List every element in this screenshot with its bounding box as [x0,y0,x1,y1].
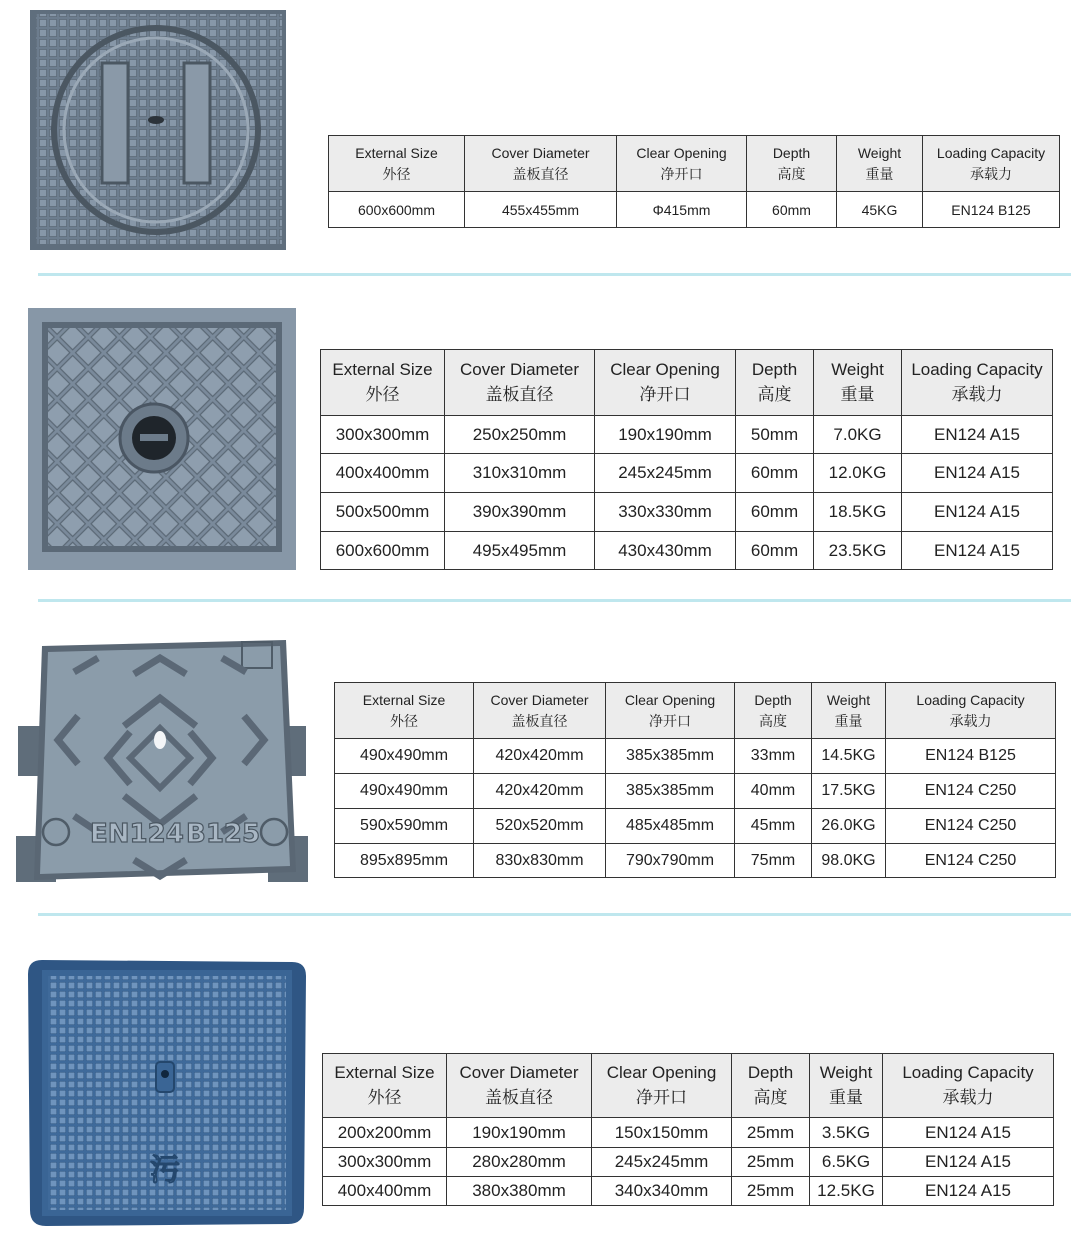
header-weight: Weight 重量 [812,683,886,739]
header-clear-opening: Clear Opening 净开口 [606,683,735,739]
cell-weight: 98.0KG [812,844,886,878]
table-header-row [329,136,1060,192]
cell-clear-opening: 430x430mm [595,532,736,570]
manhole-cover-photo-3 [14,636,310,888]
cell-external-size: 600x600mm [321,532,445,570]
cell-loading-capacity: EN124 A15 [902,493,1053,532]
cell-clear-opening: 385x385mm [606,774,735,809]
cell-depth: 60mm [747,192,837,228]
cell-external-size: 895x895mm [335,844,474,878]
table-row [329,192,1060,228]
cell-weight: 14.5KG [812,739,886,774]
cell-loading-capacity: EN124 A15 [883,1118,1054,1148]
cell-cover-diameter: 380x380mm [447,1177,592,1206]
cell-cover-diameter: 520x520mm [474,809,606,844]
cell-weight: 18.5KG [814,493,902,532]
cover-marking-en124: EN124 [90,819,184,849]
cell-external-size: 300x300mm [321,416,445,454]
table-row [323,1148,1054,1177]
header-cover-diameter: Cover Diameter 盖板直径 [474,683,606,739]
cell-cover-diameter: 390x390mm [445,493,595,532]
cell-clear-opening: 385x385mm [606,739,735,774]
cell-clear-opening: 790x790mm [606,844,735,878]
cell-depth: 25mm [732,1177,810,1206]
header-cover-diameter: Cover Diameter 盖板直径 [447,1054,592,1118]
section-divider [38,599,1071,602]
cell-weight: 17.5KG [812,774,886,809]
manhole-cover-photo-2 [26,306,298,572]
cell-external-size: 490x490mm [335,739,474,774]
cell-clear-opening: 190x190mm [595,416,736,454]
spec-table-1 [328,135,1060,228]
table-row [321,493,1053,532]
header-external-size: External Size 外径 [329,136,465,192]
header-external-size: External Size 外径 [323,1054,447,1118]
header-loading-capacity: Loading Capacity 承载力 [902,350,1053,416]
table-header-row [323,1054,1054,1118]
spec-table-2 [320,349,1053,570]
cell-loading-capacity: EN124 B125 [886,739,1056,774]
cell-weight: 3.5KG [810,1118,883,1148]
cell-cover-diameter: 190x190mm [447,1118,592,1148]
table-row [335,844,1056,878]
table-row [321,416,1053,454]
cell-clear-opening: Φ415mm [617,192,747,228]
cell-external-size: 200x200mm [323,1118,447,1148]
cell-clear-opening: 340x340mm [592,1177,732,1206]
cell-depth: 25mm [732,1148,810,1177]
header-depth: Depth 高度 [735,683,812,739]
cell-depth: 40mm [735,774,812,809]
cell-weight: 45KG [837,192,923,228]
manhole-cover-photo-1 [28,8,288,254]
cell-external-size: 500x500mm [321,493,445,532]
cell-clear-opening: 150x150mm [592,1118,732,1148]
header-weight: Weight 重量 [837,136,923,192]
cover-marking-b125: B125 [186,819,261,849]
header-external-size: External Size 外径 [321,350,445,416]
cell-weight: 6.5KG [810,1148,883,1177]
manhole-cover-photo-4 [22,954,312,1232]
cell-external-size: 600x600mm [329,192,465,228]
cell-clear-opening: 245x245mm [595,454,736,493]
table-header-row [321,350,1053,416]
cell-weight: 23.5KG [814,532,902,570]
table-row [323,1177,1054,1206]
cell-cover-diameter: 495x495mm [445,532,595,570]
table-row [321,532,1053,570]
header-depth: Depth 高度 [747,136,837,192]
cover-marking-sewage: 污 [150,1153,180,1188]
header-loading-capacity: Loading Capacity 承载力 [883,1054,1054,1118]
spec-table-4 [322,1053,1054,1206]
cell-cover-diameter: 455x455mm [465,192,617,228]
table-row [321,454,1053,493]
cell-cover-diameter: 310x310mm [445,454,595,493]
cell-depth: 33mm [735,739,812,774]
cell-external-size: 400x400mm [321,454,445,493]
section-divider [38,273,1071,276]
cell-external-size: 400x400mm [323,1177,447,1206]
spec-table-3 [334,682,1056,878]
cell-external-size: 490x490mm [335,774,474,809]
header-depth: Depth 高度 [732,1054,810,1118]
header-external-size: External Size 外径 [335,683,474,739]
cell-cover-diameter: 420x420mm [474,774,606,809]
cell-weight: 26.0KG [812,809,886,844]
header-depth: Depth 高度 [736,350,814,416]
cell-loading-capacity: EN124 A15 [883,1177,1054,1206]
cell-clear-opening: 330x330mm [595,493,736,532]
table-row [323,1118,1054,1148]
header-clear-opening: Clear Opening 净开口 [617,136,747,192]
cell-depth: 60mm [736,454,814,493]
table-header-row [335,683,1056,739]
header-loading-capacity: Loading Capacity 承载力 [886,683,1056,739]
cell-loading-capacity: EN124 A15 [902,532,1053,570]
cell-loading-capacity: EN124 B125 [923,192,1060,228]
cell-depth: 25mm [732,1118,810,1148]
cell-loading-capacity: EN124 C250 [886,774,1056,809]
cell-clear-opening: 245x245mm [592,1148,732,1177]
cell-depth: 50mm [736,416,814,454]
header-loading-capacity: Loading Capacity 承载力 [923,136,1060,192]
cell-external-size: 300x300mm [323,1148,447,1177]
cell-loading-capacity: EN124 A15 [902,454,1053,493]
cell-depth: 60mm [736,532,814,570]
cell-weight: 12.0KG [814,454,902,493]
cell-cover-diameter: 250x250mm [445,416,595,454]
cell-cover-diameter: 420x420mm [474,739,606,774]
table-row [335,739,1056,774]
table-row [335,809,1056,844]
header-weight: Weight 重量 [810,1054,883,1118]
cell-weight: 12.5KG [810,1177,883,1206]
cell-weight: 7.0KG [814,416,902,454]
cell-loading-capacity: EN124 C250 [886,844,1056,878]
section-divider [38,913,1071,916]
cell-cover-diameter: 830x830mm [474,844,606,878]
table-row [335,774,1056,809]
cell-depth: 60mm [736,493,814,532]
cell-loading-capacity: EN124 A15 [883,1148,1054,1177]
cell-depth: 75mm [735,844,812,878]
header-cover-diameter: Cover Diameter 盖板直径 [465,136,617,192]
cell-depth: 45mm [735,809,812,844]
cell-loading-capacity: EN124 A15 [902,416,1053,454]
cell-cover-diameter: 280x280mm [447,1148,592,1177]
header-cover-diameter: Cover Diameter 盖板直径 [445,350,595,416]
cell-external-size: 590x590mm [335,809,474,844]
cell-loading-capacity: EN124 C250 [886,809,1056,844]
header-clear-opening: Clear Opening 净开口 [592,1054,732,1118]
cell-clear-opening: 485x485mm [606,809,735,844]
header-weight: Weight 重量 [814,350,902,416]
header-clear-opening: Clear Opening 净开口 [595,350,736,416]
